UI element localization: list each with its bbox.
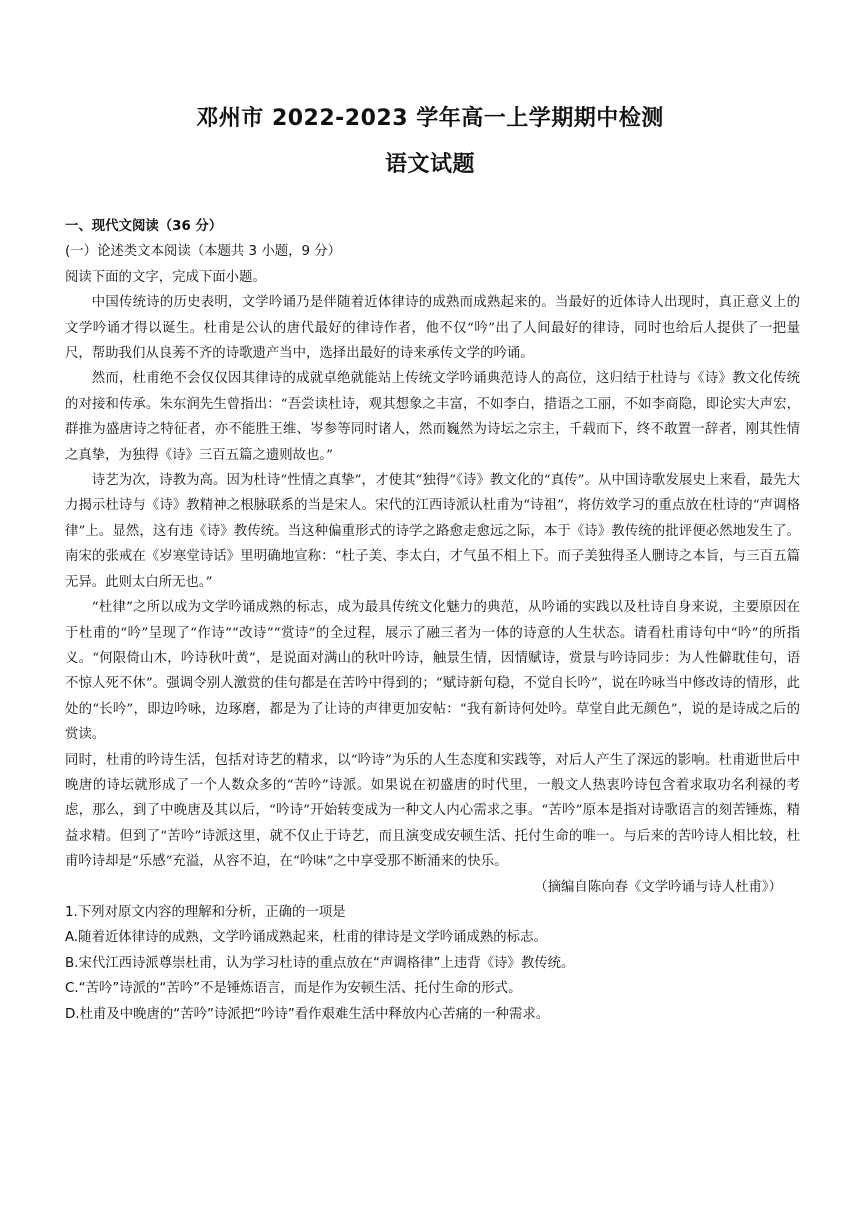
reading-instruction: 阅读下面的文字，完成下面小题。 xyxy=(65,269,266,285)
passage-paragraph-3: 诗艺为次，诗教为高。因为杜诗“性情之真挚”，才使其“独得”《诗》教文化的“真传”。从中国诗歌发展史上来看，最先大力揭示杜诗与《诗》教精神之根脉联系的当是宋人。宋代的江西诗派认杜甫为“诗祖”，将仿效学习的重点放在杜诗的“声调格律”上。显然，这有违《诗》教传统。当这种偏重形式的诗学之路愈走愈远之际，本于《诗》教传统的批评便必然地发生了。南宋的张戒在《岁寒堂诗话》里明确地宣称：“杜子美、李太白，才气虽不相上下。而子美独得圣人删诗之本旨，与三百五篇无异。此则太白所无也。” xyxy=(65,473,800,590)
option-b: B.宋代江西诗派尊崇杜甫，认为学习杜诗的重点放在“声调格律”上违背《诗》教传统。 xyxy=(65,955,575,971)
option-c: C.“苦吟”诗派的“苦吟”不是锤炼语言，而是作为安顿生活、托付生命的形式。 xyxy=(65,981,522,997)
section-heading: 一、现代文阅读（36 分） xyxy=(65,219,223,234)
document-title: 邓州市 2022-2023 学年高一上学期期中检测 xyxy=(196,106,664,131)
sub-section-heading: (一）论述类文本阅读（本题共 3 小题，9 分） xyxy=(65,244,342,260)
document-body xyxy=(65,214,800,1027)
passage-paragraph-2: 然而，杜甫绝不会仅仅因其律诗的成就卓绝就能站上传统文学吟诵典范诗人的高位，这归结于杜诗与《诗》教文化传统的对接和传承。朱东润先生曾指出：“吾尝读杜诗，观其想象之丰富，不如李白，措语之工丽，不如李商隐，即论实大声宏，群推为盛唐诗之特征者，亦不能胜王维、岑参等同时诸人，然而巍然为诗坛之宗主，千载而下，终不敢置一辞者，刚其性情之真挚，为独得《诗》三百五篇之遗则故也。” xyxy=(65,371,800,463)
passage-source: （摘编自陈向春《文学吟诵与诗人杜甫》） xyxy=(534,879,782,895)
passage-paragraph-4: “杜律”之所以成为文学吟诵成熟的标志，成为最具传统文化魅力的典范，从吟诵的实践以及杜诗自身来说，主要原因在于杜甫的“吟”呈现了“作诗”“改诗”“赏诗”的全过程，展示了融三者为一体的诗意的人生状态。请看杜甫诗句中“吟”的所指义。“何限倚山木，吟诗秋叶黄”，是说面对满山的秋叶吟诗，触景生情，因情赋诗，赏景与吟诗同步：为人性僻耽佳句，语不惊人死不休”。强调令别人激赏的佳句都是在苦吟中得到的；“赋诗新句稳，不觉自长吟”，说在吟咏当中修改诗的情形，此处的“长吟”，即边吟咏，边琢磨，都是为了让诗的声律更加安帖：“我有新诗何处吟。草堂自此无颜色”，说的是诗成之后的赏读。 xyxy=(65,600,800,743)
option-d: D.杜甫及中晚唐的“苦吟”诗派把“吟诗”看作艰难生活中释放内心苦痛的一种需求。 xyxy=(65,1006,550,1022)
document-subtitle: 语文试题 xyxy=(384,152,475,177)
passage-paragraph-5: 同时，杜甫的吟诗生活，包括对诗艺的精求，以“吟诗”为乐的人生态度和实践等，对后人产生了深远的影响。杜甫逝世后中晚唐的诗坛就形成了一个人数众多的“苦吟”诗派。如果说在初盛唐的时代里，一般文人热衷吟诗包含着求取功名利禄的考虑，那么，到了中晚唐及其以后，“吟诗”开始转变成为一种文人内心需求之事。“苦吟”原本是指对诗歌语言的刻苦锤炼，精益求精。但到了“苦吟”诗派这里，就不仅止于诗艺，而且演变成安顿生活、托付生命的唯一。与后来的苦吟诗人相比较，杜甫吟诗却是“乐感”充溢，从容不迫，在“吟味”之中享受那不断涌来的快乐。 xyxy=(65,752,800,870)
option-a: A.随着近体律诗的成熟，文学吟诵成熟起来，杜甫的律诗是文学吟诵成熟的标志。 xyxy=(65,930,547,946)
passage-paragraph-1: 中国传统诗的历史表明，文学吟诵乃是伴随着近体律诗的成熟而成熟起来的。当最好的近体诗人出现时，真正意义上的文学吟诵才得以诞生。杜甫是公认的唐代最好的律诗作者，他不仅“吟”出了人间最好的律诗，同时也给后人提供了一把量尺，帮助我们从良莠不齐的诗歌遗产当中，选择出最好的诗来承传文学的吟诵。 xyxy=(65,295,800,362)
question-stem: 1.下列对原文内容的理解和分析，正确的一项是 xyxy=(65,904,346,920)
